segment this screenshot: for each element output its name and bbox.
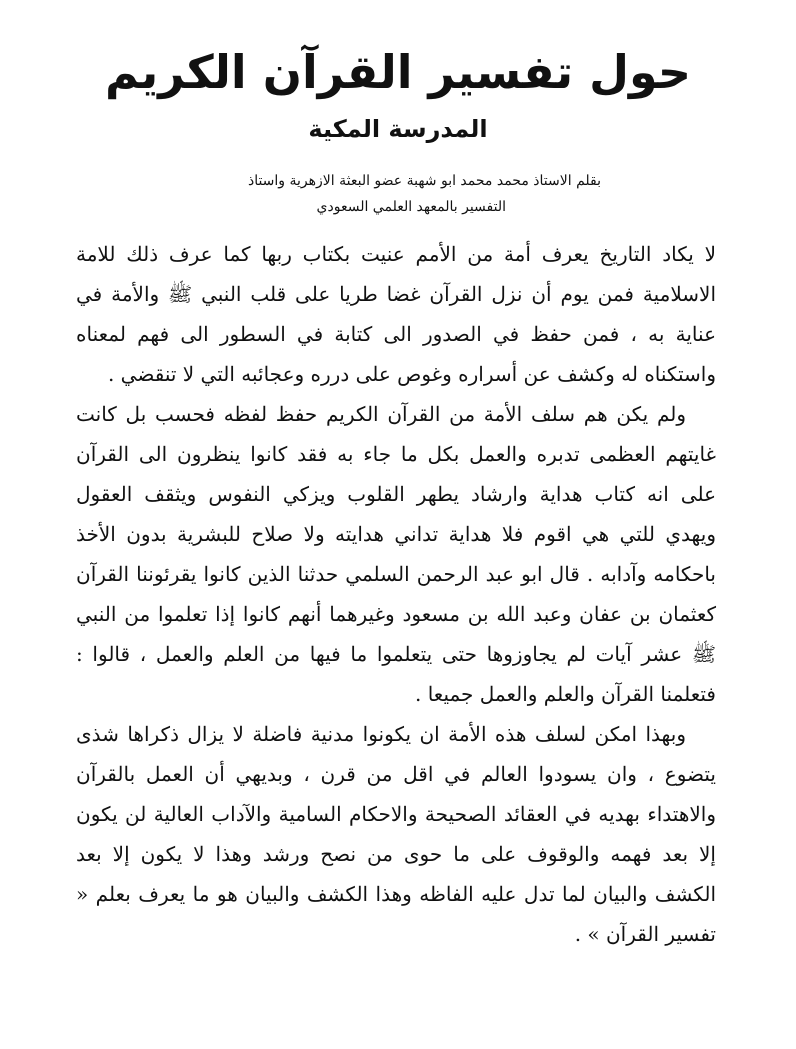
article-title: حول تفسير القرآن الكريم (104, 45, 692, 99)
article-body (76, 234, 716, 954)
body-paragraph-3: وبهذا امكن لسلف هذه الأمة ان يكونوا مدنية فاضلة لا يزال ذكراها شذى يتضوع ، وان يسودوا العالم في اقل من قرن ، وبديهي أن العمل بالقرآن والاهتداء بهديه في العقائد الصحيحة والاحكام السامية والآداب العالية لن يكون إلا بعد فهمه والوقوف على ما حوى من نصح ورشد وهذا لا يكون إلا بعد الكشف والبيان لما تدل عليه الفاظه وهذا الكشف والبيان هو ما يعرف بعلم « تفسير القرآن » . (76, 722, 716, 946)
author-byline-line-2: التفسير بالمعهد العلمي السعودي (316, 199, 506, 215)
article-subtitle: المدرسة المكية (308, 115, 488, 143)
body-paragraph-1: لا يكاد التاريخ يعرف أمة من الأمم عنيت بكتاب ربها كما عرف ذلك للامة الاسلامية فمن يوم أن نزل القرآن غضا طريا على قلب النبي ﷺ والأمة في عناية به ، فمن حفظ في الصدور الى كتابة في السطور الى فهم لمعناه واستكناه له وكشف عن أسراره وغوص على درره وعجائبه التي لا تنقضي . (76, 242, 716, 386)
body-paragraph-2: ولم يكن هم سلف الأمة من القرآن الكريم حفظ لفظه فحسب بل كانت غايتهم العظمى تدبره والعمل بكل ما جاء به فقد كانوا ينظرون الى القرآن على انه كتاب هداية وارشاد يطهر القلوب ويزكي النفوس ويثقف العقول ويهدي للتي هي اقوم فلا هداية تداني هدايته ولا صلاح للبشرية بدون الأخذ باحكامه وآدابه . قال ابو عبد الرحمن السلمي حدثنا الذين كانوا يقرئوننا القرآن كعثمان بن عفان وعبد الله بن مسعود وغيرهما أنهم كانوا إذا تعلموا من النبي ﷺ عشر آيات لم يجاوزوها حتى يتعلموا ما فيها من العلم والعمل ، قالوا : فتعلمنا القرآن والعلم والعمل جميعا . (76, 402, 716, 706)
author-byline-line-1: بقلم الاستاذ محمد محمد ابو شهبة عضو البعثة الازهرية واستاذ (247, 173, 601, 189)
